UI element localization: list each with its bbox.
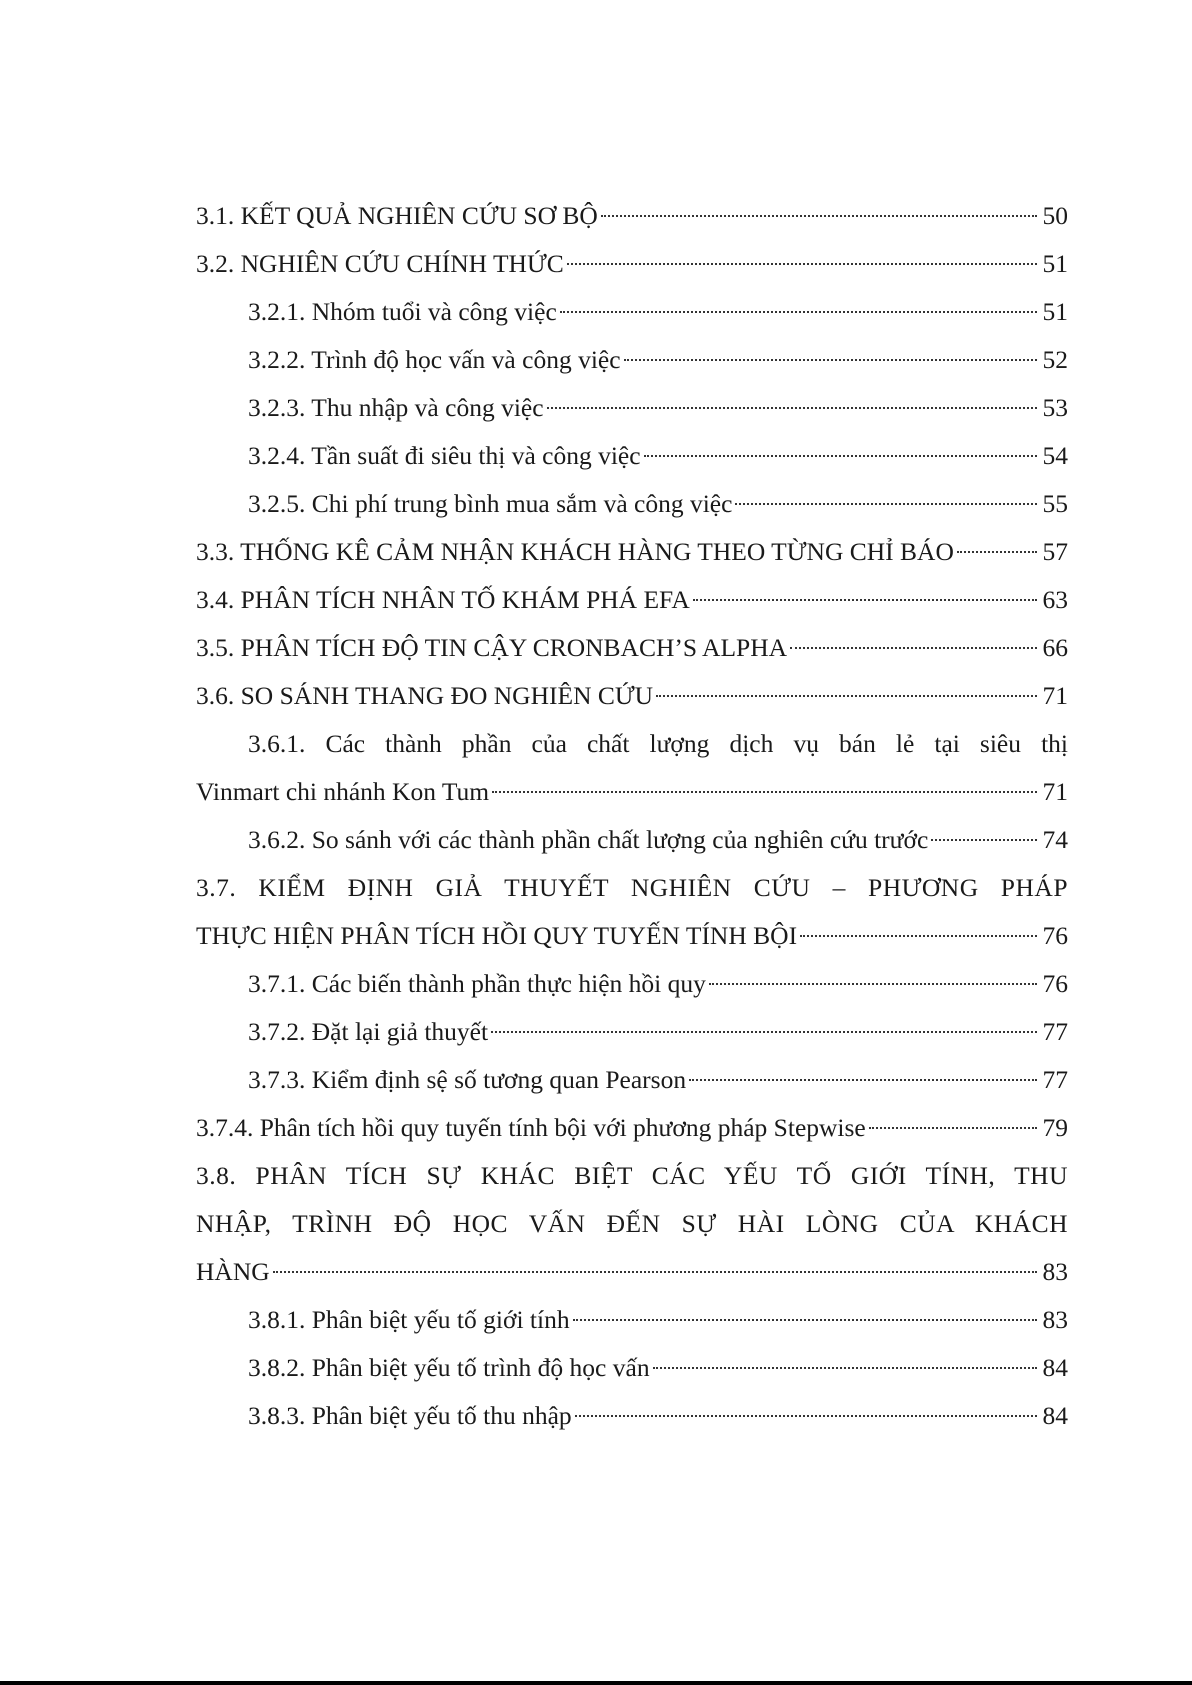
toc-entry-3-6-1[interactable]: [196, 768, 1068, 816]
toc-entry-title: 3.7.3. Kiểm định sệ số tương quan Pearson: [248, 1065, 687, 1094]
toc-page-number: 57: [1042, 537, 1068, 566]
dot-leader: [492, 791, 1036, 793]
toc-entry-3-3[interactable]: [196, 528, 1068, 576]
dot-leader: [547, 407, 1037, 409]
toc-entry-title: 3.6. SO SÁNH THANG ĐO NGHIÊN CỨU: [196, 681, 654, 710]
dot-leader: [653, 1367, 1037, 1369]
dot-leader: [800, 935, 1036, 937]
toc-page-number: 84: [1042, 1401, 1068, 1430]
toc-entry-3-8[interactable]: [196, 1248, 1068, 1296]
toc-page-number: 71: [1042, 777, 1068, 806]
toc-entry-3-8-1[interactable]: [196, 1296, 1068, 1344]
toc-entry-3-6-2[interactable]: [196, 816, 1068, 864]
dot-leader: [573, 1319, 1037, 1321]
toc-entry-3-7[interactable]: [196, 912, 1068, 960]
toc-page-number: 53: [1042, 393, 1068, 422]
dot-leader: [709, 983, 1037, 985]
toc-page-number: 76: [1042, 969, 1068, 998]
dot-leader: [693, 599, 1037, 601]
toc-page-number: 51: [1042, 249, 1068, 278]
toc-entry-3-2-4[interactable]: [196, 432, 1068, 480]
toc-entry-title: 3.3. THỐNG KÊ CẢM NHẬN KHÁCH HÀNG THEO TỪNG CHỈ BÁO: [196, 537, 954, 566]
toc-entry-title: 3.7.4. Phân tích hồi quy tuyến tính bội với phương pháp Stepwise: [196, 1113, 866, 1142]
toc-page-number: 55: [1042, 489, 1068, 518]
toc-page-number: 54: [1042, 441, 1068, 470]
toc-entry-3-2-3[interactable]: [196, 384, 1068, 432]
toc-entry-3-7-3[interactable]: [196, 1056, 1068, 1104]
toc-entry-title: 3.5. PHÂN TÍCH ĐỘ TIN CẬY CRONBACH’S ALPHA: [196, 633, 788, 662]
table-of-contents: [196, 192, 1068, 1440]
toc-entry-3-7-line1[interactable]: 3.7. KIỂM ĐỊNH GIẢ THUYẾT NGHIÊN CỨU – PHƯƠNG PHÁP: [196, 873, 1068, 902]
toc-page-number: 83: [1042, 1257, 1068, 1286]
toc-entry-3-7-1[interactable]: [196, 960, 1068, 1008]
toc-entry-title: 3.8.2. Phân biệt yếu tố trình độ học vấn: [248, 1353, 650, 1382]
toc-entry-title: 3.8.1. Phân biệt yếu tố giới tính: [248, 1305, 570, 1334]
toc-entry-title: 3.1. KẾT QUẢ NGHIÊN CỨU SƠ BỘ: [196, 201, 598, 230]
toc-entry-title: 3.7.2. Đặt lại giả thuyết: [248, 1017, 489, 1046]
toc-page-number: 50: [1042, 201, 1068, 230]
dot-leader: [624, 359, 1037, 361]
toc-page-number: 77: [1042, 1017, 1068, 1046]
dot-leader: [601, 215, 1037, 217]
toc-entry-3-6-1-line1[interactable]: 3.6.1. Các thành phần của chất lượng dịch vụ bán lẻ tại siêu thị: [248, 729, 1068, 758]
toc-entry-3-2[interactable]: [196, 240, 1068, 288]
dot-leader: [560, 311, 1037, 313]
toc-entry-title: 3.2.2. Trình độ học vấn và công việc: [248, 345, 621, 374]
toc-entry-title: THỰC HIỆN PHÂN TÍCH HỒI QUY TUYẾN TÍNH BỘI: [196, 921, 798, 950]
dot-leader: [491, 1031, 1036, 1033]
toc-entry-title: 3.4. PHÂN TÍCH NHÂN TỐ KHÁM PHÁ EFA: [196, 585, 690, 614]
toc-page-number: 71: [1042, 681, 1068, 710]
toc-entry-title: 3.2.5. Chi phí trung bình mua sắm và công việc: [248, 489, 733, 518]
dot-leader: [790, 647, 1036, 649]
toc-page-number: 66: [1042, 633, 1068, 662]
dot-leader: [689, 1079, 1036, 1081]
toc-entry-3-4[interactable]: [196, 576, 1068, 624]
toc-page-number: 77: [1042, 1065, 1068, 1094]
dot-leader: [735, 503, 1036, 505]
toc-page-number: 51: [1042, 297, 1068, 326]
dot-leader: [575, 1415, 1037, 1417]
toc-entry-3-1[interactable]: [196, 192, 1068, 240]
toc-entry-title: 3.2.3. Thu nhập và công việc: [248, 393, 544, 422]
dot-leader: [644, 455, 1037, 457]
toc-entry-3-5[interactable]: [196, 624, 1068, 672]
toc-page-number: 63: [1042, 585, 1068, 614]
toc-entry-3-2-2[interactable]: [196, 336, 1068, 384]
toc-entry-3-8-3[interactable]: [196, 1392, 1068, 1440]
toc-entry-title: 3.6.2. So sánh với các thành phần chất lượng của nghiên cứu trước: [248, 825, 929, 854]
toc-entry-title: HÀNG: [196, 1257, 270, 1286]
toc-page-number: 83: [1042, 1305, 1068, 1334]
toc-page-number: 52: [1042, 345, 1068, 374]
toc-page-number: 79: [1042, 1113, 1068, 1142]
toc-entry-3-2-1[interactable]: [196, 288, 1068, 336]
toc-entry-3-7-4[interactable]: [196, 1104, 1068, 1152]
dot-leader: [869, 1127, 1037, 1129]
toc-entry-title: 3.7.1. Các biến thành phần thực hiện hồi quy: [248, 969, 706, 998]
toc-entry-3-2-5[interactable]: [196, 480, 1068, 528]
toc-entry-title: 3.8.3. Phân biệt yếu tố thu nhập: [248, 1401, 572, 1430]
page-bottom-border: [0, 1681, 1192, 1685]
dot-leader: [567, 263, 1037, 265]
toc-entry-title: 3.2. NGHIÊN CỨU CHÍNH THỨC: [196, 249, 564, 278]
toc-entry-3-7-2[interactable]: [196, 1008, 1068, 1056]
toc-page-number: 74: [1042, 825, 1068, 854]
toc-entry-title: 3.2.4. Tần suất đi siêu thị và công việc: [248, 441, 641, 470]
toc-entry-3-8-line2[interactable]: NHẬP, TRÌNH ĐỘ HỌC VẤN ĐẾN SỰ HÀI LÒNG CỦA KHÁCH: [196, 1209, 1068, 1238]
toc-page-number: 84: [1042, 1353, 1068, 1382]
dot-leader: [957, 551, 1037, 553]
toc-entry-3-8-line1[interactable]: 3.8. PHÂN TÍCH SỰ KHÁC BIỆT CÁC YẾU TỐ GIỚI TÍNH, THU: [196, 1161, 1068, 1190]
toc-entry-title: Vinmart chi nhánh Kon Tum: [196, 777, 490, 806]
dot-leader: [931, 839, 1036, 841]
dot-leader: [656, 695, 1036, 697]
toc-entry-title: 3.2.1. Nhóm tuổi và công việc: [248, 297, 557, 326]
dot-leader: [273, 1271, 1037, 1273]
toc-entry-3-8-2[interactable]: [196, 1344, 1068, 1392]
toc-entry-3-6[interactable]: [196, 672, 1068, 720]
toc-page-number: 76: [1042, 921, 1068, 950]
